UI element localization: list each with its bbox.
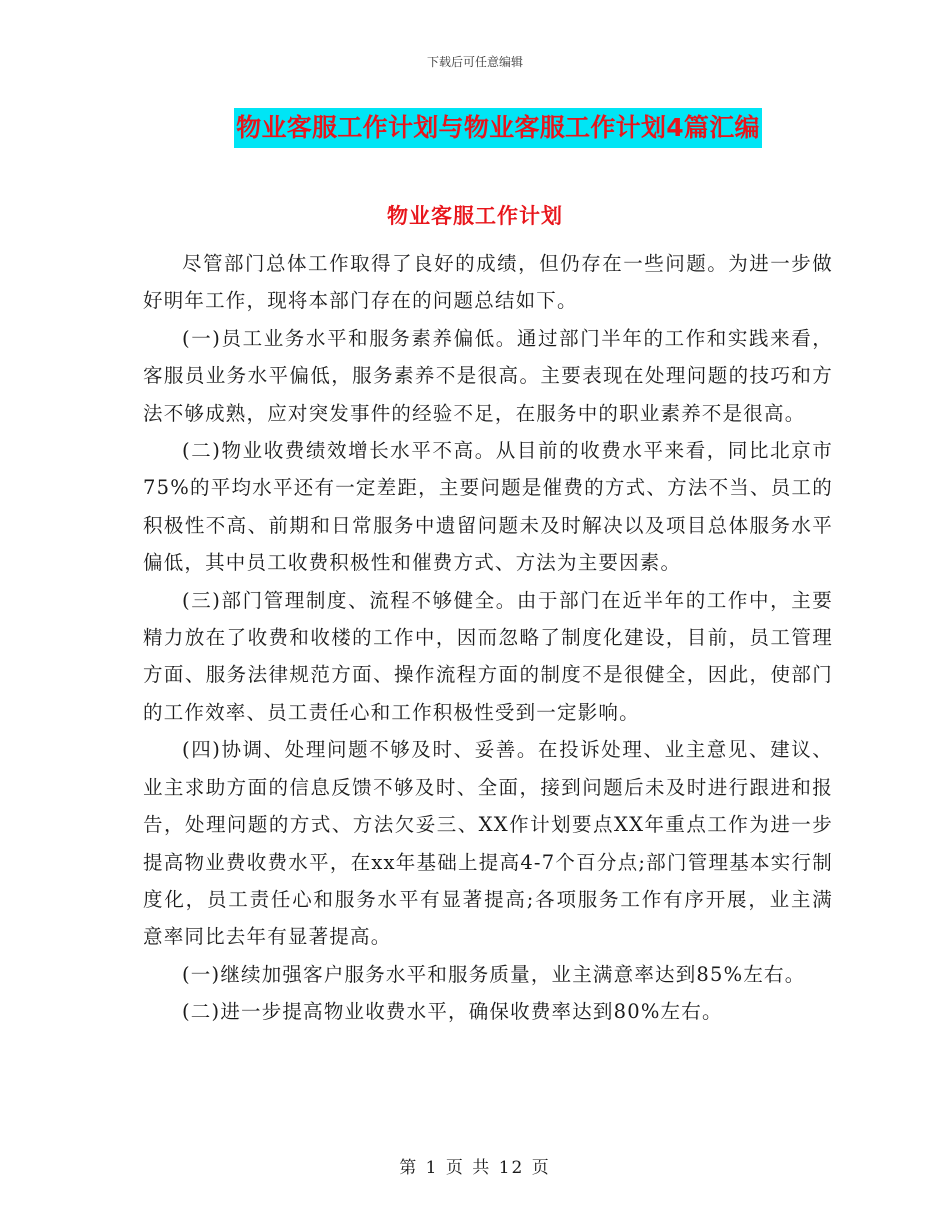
page-number-footer: 第 1 页 共 12 页 (399, 1158, 551, 1178)
section-title: 物业客服工作计划 (387, 204, 563, 228)
paragraph-1: (一)员工业务水平和服务素养偏低。通过部门半年的工作和实践来看，客服员业务水平偏低，服务素养不是很高。主要表现在处理问题的技巧和方法不够成熟，应对突发事件的经验不足，在服务中的职业素养不是很高。 (143, 326, 833, 425)
header-note: 下载后可任意编辑 (426, 55, 523, 69)
paragraph-5: (一)继续加强客户服务水平和服务质量，业主满意率达到85%左右。 (182, 962, 806, 986)
paragraph-4: (四)协调、处理问题不够及时、妥善。在投诉处理、业主意见、建议、业主求助方面的信息反馈不够及时、全面，接到问题后未及时进行跟进和报告，处理问题的方式、方法欠妥三、XX作计划要点XX年重点工作为进一步提高物业费收费水平，在xx年基础上提高4-7个百分点;部门管理基本实行制度化，员工责任心和服务水平有显著提高;各项服务工作有序开展，业主满意率同比去年有显著提高。 (143, 738, 833, 949)
paragraph-6: (二)进一步提高物业收费水平，确保收费率达到80%左右。 (182, 1000, 723, 1024)
paragraph-2: (二)物业收费绩效增长水平不高。从目前的收费水平来看，同比北京市75%的平均水平还有一定差距，主要问题是催费的方式、方法不当、员工的积极性不高、前期和日常服务中遗留问题未及时解决以及项目总体服务水平偏低，其中员工收费积极性和催费方式、方法为主要因素。 (143, 439, 833, 575)
main-title: 物业客服工作计划与物业客服工作计划4篇汇编 (234, 108, 762, 148)
paragraph-3: (三)部门管理制度、流程不够健全。由于部门在近半年的工作中，主要精力放在了收费和收楼的工作中，因而忽略了制度化建设，目前，员工管理方面、服务法律规范方面、操作流程方面的制度不是很健全，因此，使部门的工作效率、员工责任心和工作积极性受到一定影响。 (143, 588, 833, 724)
document-body (143, 245, 833, 1031)
paragraph-intro: 尽管部门总体工作取得了良好的成绩，但仍存在一些问题。为进一步做好明年工作，现将本部门存在的问题总结如下。 (143, 252, 833, 313)
main-title-wrap (0, 108, 950, 148)
